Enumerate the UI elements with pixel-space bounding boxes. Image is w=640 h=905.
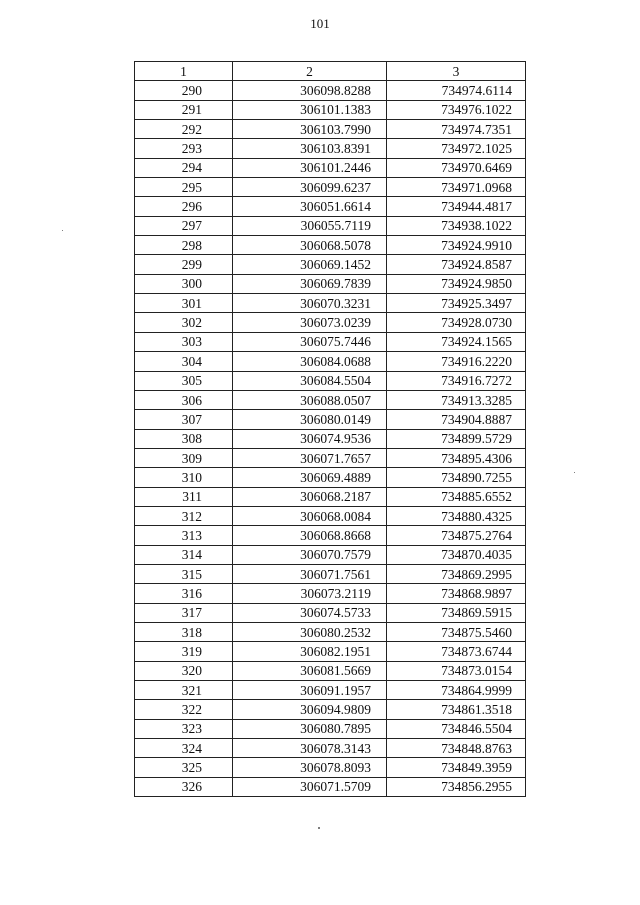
x-coordinate-cell: 306074.9536 xyxy=(233,429,387,448)
column-header-2: 2 xyxy=(233,62,387,81)
point-number-cell: 325 xyxy=(135,758,233,777)
x-coordinate-cell: 306103.7990 xyxy=(233,120,387,139)
x-coordinate-cell: 306073.0239 xyxy=(233,313,387,332)
y-coordinate-cell: 734974.7351 xyxy=(387,120,526,139)
table-row xyxy=(135,700,526,719)
x-coordinate-cell: 306094.9809 xyxy=(233,700,387,719)
table-row xyxy=(135,681,526,700)
table-row xyxy=(135,313,526,332)
y-coordinate-cell: 734976.1022 xyxy=(387,100,526,119)
x-coordinate-cell: 306069.7839 xyxy=(233,274,387,293)
x-coordinate-cell: 306068.5078 xyxy=(233,236,387,255)
x-coordinate-cell: 306068.2187 xyxy=(233,487,387,506)
x-coordinate-cell: 306069.1452 xyxy=(233,255,387,274)
table-row xyxy=(135,448,526,467)
y-coordinate-cell: 734873.6744 xyxy=(387,642,526,661)
table-row xyxy=(135,216,526,235)
column-header-3: 3 xyxy=(387,62,526,81)
point-number-cell: 313 xyxy=(135,526,233,545)
y-coordinate-cell: 734970.6469 xyxy=(387,158,526,177)
table-row xyxy=(135,564,526,583)
scan-speck xyxy=(62,230,63,231)
y-coordinate-cell: 734924.9910 xyxy=(387,236,526,255)
header-row xyxy=(135,62,526,81)
y-coordinate-cell: 734916.7272 xyxy=(387,371,526,390)
point-number-cell: 310 xyxy=(135,468,233,487)
point-number-cell: 317 xyxy=(135,603,233,622)
x-coordinate-cell: 306075.7446 xyxy=(233,332,387,351)
point-number-cell: 298 xyxy=(135,236,233,255)
y-coordinate-cell: 734861.3518 xyxy=(387,700,526,719)
table-row xyxy=(135,487,526,506)
y-coordinate-cell: 734944.4817 xyxy=(387,197,526,216)
y-coordinate-cell: 734868.9897 xyxy=(387,584,526,603)
x-coordinate-cell: 306088.0507 xyxy=(233,390,387,409)
point-number-cell: 312 xyxy=(135,506,233,525)
y-coordinate-cell: 734856.2955 xyxy=(387,777,526,796)
y-coordinate-cell: 734904.8887 xyxy=(387,410,526,429)
y-coordinate-cell: 734899.5729 xyxy=(387,429,526,448)
x-coordinate-cell: 306081.5669 xyxy=(233,661,387,680)
x-coordinate-cell: 306055.7119 xyxy=(233,216,387,235)
table-row xyxy=(135,622,526,641)
point-number-cell: 320 xyxy=(135,661,233,680)
point-number-cell: 290 xyxy=(135,81,233,100)
point-number-cell: 293 xyxy=(135,139,233,158)
x-coordinate-cell: 306068.0084 xyxy=(233,506,387,525)
y-coordinate-cell: 734971.0968 xyxy=(387,178,526,197)
point-number-cell: 309 xyxy=(135,448,233,467)
table-row xyxy=(135,739,526,758)
point-number-cell: 302 xyxy=(135,313,233,332)
point-number-cell: 301 xyxy=(135,294,233,313)
table-row xyxy=(135,719,526,738)
point-number-cell: 305 xyxy=(135,371,233,390)
page-number: 101 xyxy=(310,16,330,31)
y-coordinate-cell: 734913.3285 xyxy=(387,390,526,409)
x-coordinate-cell: 306069.4889 xyxy=(233,468,387,487)
y-coordinate-cell: 734924.1565 xyxy=(387,332,526,351)
table-row xyxy=(135,506,526,525)
scan-speck xyxy=(318,827,320,829)
y-coordinate-cell: 734924.8587 xyxy=(387,255,526,274)
point-number-cell: 303 xyxy=(135,332,233,351)
x-coordinate-cell: 306084.5504 xyxy=(233,371,387,390)
scan-speck xyxy=(574,472,575,473)
y-coordinate-cell: 734916.2220 xyxy=(387,352,526,371)
x-coordinate-cell: 306078.8093 xyxy=(233,758,387,777)
y-coordinate-cell: 734974.6114 xyxy=(387,81,526,100)
y-coordinate-cell: 734869.5915 xyxy=(387,603,526,622)
y-coordinate-cell: 734848.8763 xyxy=(387,739,526,758)
point-number-cell: 292 xyxy=(135,120,233,139)
y-coordinate-cell: 734972.1025 xyxy=(387,139,526,158)
table-row xyxy=(135,274,526,293)
y-coordinate-cell: 734875.5460 xyxy=(387,622,526,641)
y-coordinate-cell: 734875.2764 xyxy=(387,526,526,545)
table-row xyxy=(135,158,526,177)
x-coordinate-cell: 306068.8668 xyxy=(233,526,387,545)
x-coordinate-cell: 306074.5733 xyxy=(233,603,387,622)
x-coordinate-cell: 306099.6237 xyxy=(233,178,387,197)
point-number-cell: 297 xyxy=(135,216,233,235)
point-number-cell: 294 xyxy=(135,158,233,177)
x-coordinate-cell: 306101.1383 xyxy=(233,100,387,119)
table-row xyxy=(135,81,526,100)
table-row xyxy=(135,100,526,119)
point-number-cell: 318 xyxy=(135,622,233,641)
point-number-cell: 296 xyxy=(135,197,233,216)
table-row xyxy=(135,410,526,429)
point-number-cell: 295 xyxy=(135,178,233,197)
point-number-cell: 306 xyxy=(135,390,233,409)
point-number-cell: 321 xyxy=(135,681,233,700)
y-coordinate-cell: 734928.0730 xyxy=(387,313,526,332)
table-row xyxy=(135,468,526,487)
x-coordinate-cell: 306070.3231 xyxy=(233,294,387,313)
y-coordinate-cell: 734925.3497 xyxy=(387,294,526,313)
x-coordinate-cell: 306071.7657 xyxy=(233,448,387,467)
x-coordinate-cell: 306084.0688 xyxy=(233,352,387,371)
table-row xyxy=(135,642,526,661)
table-row xyxy=(135,236,526,255)
y-coordinate-cell: 734869.2995 xyxy=(387,564,526,583)
x-coordinate-cell: 306071.7561 xyxy=(233,564,387,583)
table-row xyxy=(135,352,526,371)
table-row xyxy=(135,120,526,139)
point-number-cell: 316 xyxy=(135,584,233,603)
y-coordinate-cell: 734849.3959 xyxy=(387,758,526,777)
point-number-cell: 326 xyxy=(135,777,233,796)
x-coordinate-cell: 306080.7895 xyxy=(233,719,387,738)
point-number-cell: 307 xyxy=(135,410,233,429)
point-number-cell: 323 xyxy=(135,719,233,738)
point-number-cell: 299 xyxy=(135,255,233,274)
x-coordinate-cell: 306101.2446 xyxy=(233,158,387,177)
table-row xyxy=(135,197,526,216)
table-row xyxy=(135,255,526,274)
table-row xyxy=(135,294,526,313)
table-header xyxy=(135,62,526,81)
y-coordinate-cell: 734880.4325 xyxy=(387,506,526,525)
y-coordinate-cell: 734873.0154 xyxy=(387,661,526,680)
point-number-cell: 319 xyxy=(135,642,233,661)
table-row xyxy=(135,545,526,564)
y-coordinate-cell: 734885.6552 xyxy=(387,487,526,506)
table-row xyxy=(135,332,526,351)
table-row xyxy=(135,603,526,622)
x-coordinate-cell: 306078.3143 xyxy=(233,739,387,758)
y-coordinate-cell: 734890.7255 xyxy=(387,468,526,487)
x-coordinate-cell: 306051.6614 xyxy=(233,197,387,216)
x-coordinate-cell: 306070.7579 xyxy=(233,545,387,564)
table-row xyxy=(135,178,526,197)
x-coordinate-cell: 306080.2532 xyxy=(233,622,387,641)
table-row xyxy=(135,371,526,390)
point-number-cell: 324 xyxy=(135,739,233,758)
table-row xyxy=(135,526,526,545)
y-coordinate-cell: 734870.4035 xyxy=(387,545,526,564)
x-coordinate-cell: 306082.1951 xyxy=(233,642,387,661)
x-coordinate-cell: 306073.2119 xyxy=(233,584,387,603)
point-number-cell: 315 xyxy=(135,564,233,583)
point-number-cell: 304 xyxy=(135,352,233,371)
point-number-cell: 311 xyxy=(135,487,233,506)
table-row xyxy=(135,139,526,158)
x-coordinate-cell: 306080.0149 xyxy=(233,410,387,429)
table-row xyxy=(135,777,526,796)
point-number-cell: 314 xyxy=(135,545,233,564)
point-number-cell: 308 xyxy=(135,429,233,448)
x-coordinate-cell: 306103.8391 xyxy=(233,139,387,158)
x-coordinate-cell: 306098.8288 xyxy=(233,81,387,100)
table-row xyxy=(135,390,526,409)
point-number-cell: 300 xyxy=(135,274,233,293)
table-body xyxy=(135,81,526,797)
table-row xyxy=(135,429,526,448)
y-coordinate-cell: 734864.9999 xyxy=(387,681,526,700)
coordinates-table xyxy=(134,61,526,797)
y-coordinate-cell: 734846.5504 xyxy=(387,719,526,738)
y-coordinate-cell: 734895.4306 xyxy=(387,448,526,467)
point-number-cell: 291 xyxy=(135,100,233,119)
y-coordinate-cell: 734924.9850 xyxy=(387,274,526,293)
table-row xyxy=(135,584,526,603)
table-row xyxy=(135,661,526,680)
x-coordinate-cell: 306091.1957 xyxy=(233,681,387,700)
x-coordinate-cell: 306071.5709 xyxy=(233,777,387,796)
point-number-cell: 322 xyxy=(135,700,233,719)
table-row xyxy=(135,758,526,777)
column-header-1: 1 xyxy=(135,62,233,81)
y-coordinate-cell: 734938.1022 xyxy=(387,216,526,235)
